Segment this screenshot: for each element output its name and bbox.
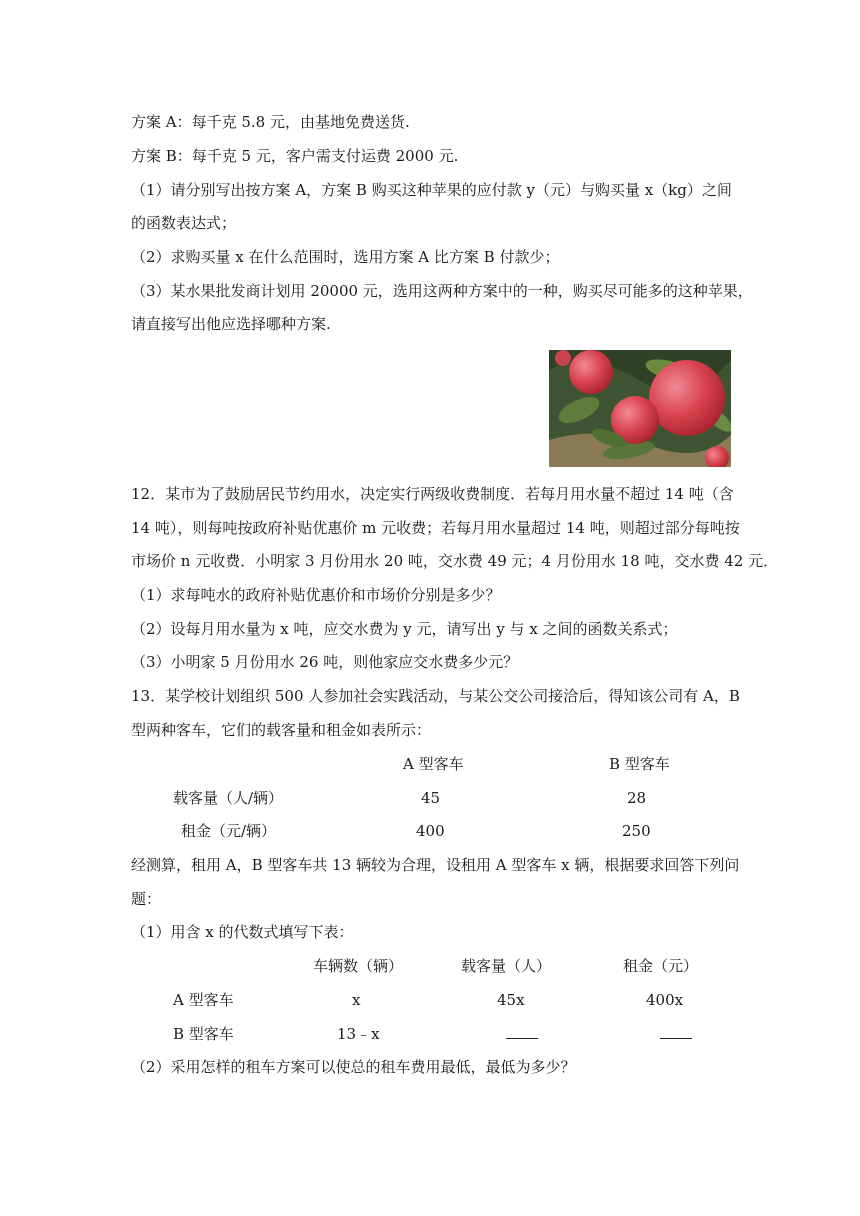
table2-cell: 45x (497, 991, 525, 1009)
table2-header: 载客量（人） (461, 957, 552, 975)
table2-row-label: A 型客车 (173, 991, 234, 1009)
blank-line[interactable] (506, 1024, 538, 1039)
plan-b-text: 方案 B：每千克 5 元，客户需支付运费 2000 元. (131, 147, 459, 165)
question-13-part-2: （2）采用怎样的租车方案可以使总的租车费用最低，最低为多少？ (131, 1058, 576, 1076)
table2-cell: 13﹣x (337, 1025, 380, 1043)
question-13-condition-line-2: 题： (131, 890, 162, 908)
table1-header-a: A 型客车 (403, 755, 464, 773)
question-13-part-1: （1）用含 x 的代数式填写下表： (131, 923, 354, 941)
table2-cell: x (352, 991, 361, 1009)
table1-cell: 250 (622, 822, 651, 840)
table1-row-label: 租金（元/辆） (181, 822, 277, 840)
question-12-stem-line-1: 12．某市为了鼓励居民节约用水，决定实行两级收费制度．若每月用水量不超过 14 吨（含 (131, 485, 734, 503)
question-13-stem-line-1: 13．某学校计划组织 500 人参加社会实践活动，与某公交公司接洽后，得知该公司有 A，B (131, 687, 740, 705)
answer-blank[interactable] (660, 1024, 692, 1044)
table1-row-label: 载客量（人/辆） (173, 789, 284, 807)
question-11-part-2: （2）求购买量 x 在什么范围时，选用方案 A 比方案 B 付款少； (131, 248, 560, 266)
question-12-part-1: （1）求每吨水的政府补贴优惠价和市场价分别是多少？ (131, 586, 501, 604)
table1-cell: 400 (416, 822, 445, 840)
table2-header: 租金（元） (623, 957, 699, 975)
question-12-part-2: （2）设每月用水量为 x 吨，应交水费为 y 元，请写出 y 与 x 之间的函数关系式； (131, 620, 678, 638)
question-11-part-3: （3）某水果批发商计划用 20000 元，选用这两种方案中的一种，购买尽可能多的这种苹果， (131, 282, 753, 300)
question-13-condition-line-1: 经测算，租用 A，B 型客车共 13 辆较为合理，设租用 A 型客车 x 辆，根据要求回答下列问 (131, 856, 740, 874)
plan-a-text: 方案 A：每千克 5.8 元，由基地免费送货. (131, 113, 410, 131)
table2-row-label: B 型客车 (173, 1025, 234, 1043)
table1-cell: 28 (627, 789, 647, 807)
answer-blank[interactable] (506, 1024, 538, 1044)
question-12-stem-line-2: 14 吨），则每吨按政府补贴优惠价 m 元收费；若每月用水量超过 14 吨，则超过部分每吨按 (131, 519, 740, 537)
question-11-part-3-cont: 请直接写出他应选择哪种方案. (131, 315, 331, 333)
table2-cell: 400x (646, 991, 684, 1009)
apple-image (549, 350, 731, 467)
blank-line[interactable] (660, 1024, 692, 1039)
apple-photo (549, 350, 731, 467)
table1-cell: 45 (421, 789, 441, 807)
question-13-stem-line-2: 型两种客车，它们的载客量和租金如表所示： (131, 721, 432, 739)
table2-header: 车辆数（辆） (313, 957, 404, 975)
question-11-part-1-cont: 的函数表达式； (131, 214, 237, 232)
question-11-part-1: （1）请分别写出按方案 A，方案 B 购买这种苹果的应付款 y（元）与购买量 x（kg）之间 (131, 181, 732, 199)
question-12-part-3: （3）小明家 5 月份用水 26 吨，则他家应交水费多少元？ (131, 653, 519, 671)
table1-header-b: B 型客车 (609, 755, 670, 773)
question-12-stem-line-3: 市场价 n 元收费．小明家 3 月份用水 20 吨，交水费 49 元；4 月份用水 18 吨，交水费 42 元． (131, 552, 779, 570)
